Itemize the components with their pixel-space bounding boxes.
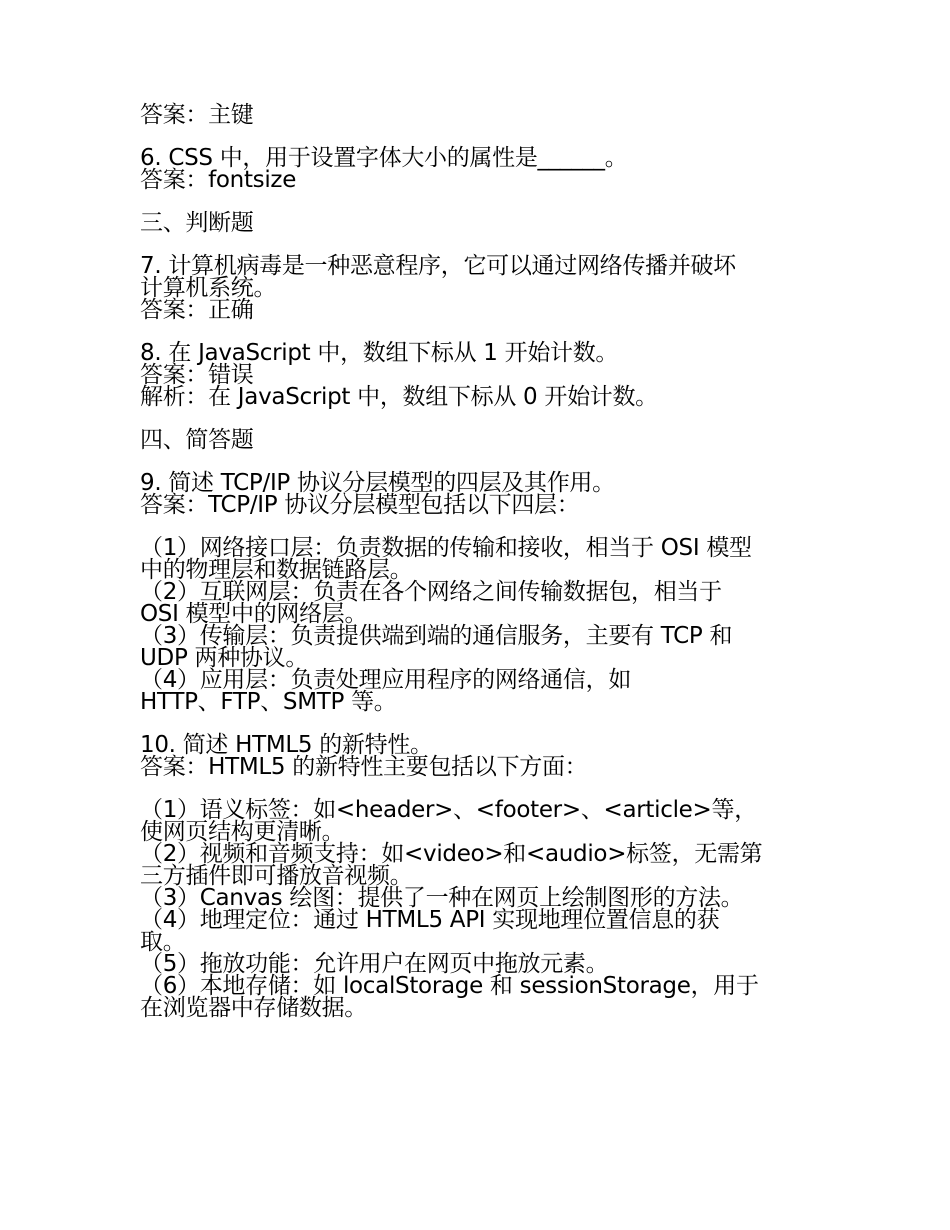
text-line: 答案：错误 <box>140 362 254 388</box>
text-line: 计算机系统。 <box>140 275 277 301</box>
paragraph-gap <box>140 191 820 212</box>
text-line: 9. 简述 TCP/IP 协议分层模型的四层及其作用。 <box>140 470 615 496</box>
text-line: 答案：正确 <box>140 297 254 323</box>
text-line: （5）拖放功能：允许用户在网页中拖放元素。 <box>140 951 609 977</box>
paragraph-gap <box>140 713 820 734</box>
section-heading: 三、判断题 <box>140 210 254 236</box>
paragraph-gap <box>140 516 820 537</box>
paragraph-gap <box>140 778 820 799</box>
text-line: （1）网络接口层：负责数据的传输和接收，相当于 OSI 模型 <box>140 535 752 561</box>
text-line: 解析：在 JavaScript 中，数组下标从 0 开始计数。 <box>140 384 658 410</box>
text-line: 8. 在 JavaScript 中，数组下标从 1 开始计数。 <box>140 340 619 366</box>
paragraph-gap <box>140 408 820 429</box>
text-line: 在浏览器中存储数据。 <box>140 995 368 1021</box>
paragraph-gap <box>140 234 820 255</box>
paragraph-gap <box>140 321 820 342</box>
text-line: 答案：TCP/IP 协议分层模型包括以下四层： <box>140 492 580 518</box>
text-line: HTTP、FTP、SMTP 等。 <box>140 689 397 715</box>
text-line: 答案：HTML5 的新特性主要包括以下方面： <box>140 754 588 780</box>
paragraph-gap <box>140 451 820 472</box>
text-line: （2）视频和音频支持：如<video>和<audio>标签，无需第 <box>140 841 763 867</box>
text-line: 使网页结构更清晰。 <box>140 819 345 845</box>
text-line: （4）地理定位：通过 HTML5 API 实现地理位置信息的获 <box>140 907 720 933</box>
text-line: 10. 简述 HTML5 的新特性。 <box>140 732 433 758</box>
text-line: （2）互联网层：负责在各个网络之间传输数据包，相当于 <box>140 579 722 605</box>
text-line: 答案：主键 <box>140 102 254 128</box>
text-line: 答案：fontsize <box>140 167 297 193</box>
text-line: （6）本地存储：如 localStorage 和 sessionStorage，用于 <box>140 973 759 999</box>
text-line: 三方插件即可播放音视频。 <box>140 863 413 889</box>
section-heading: 四、简答题 <box>140 427 254 453</box>
text-line: 中的物理层和数据链路层。 <box>140 557 413 583</box>
text-line: （4）应用层：负责处理应用程序的网络通信，如 <box>140 667 632 693</box>
text-line: UDP 两种协议。 <box>140 645 309 671</box>
text-line: OSI 模型中的网络层。 <box>140 601 368 627</box>
text-line: （3）Canvas 绘图：提供了一种在网页上绘制图形的方法。 <box>140 885 744 911</box>
text-line: 6. CSS 中，用于设置字体大小的属性是______。 <box>140 145 628 171</box>
paragraph-gap <box>140 126 820 147</box>
text-line: 取。 <box>140 929 186 955</box>
document-page <box>140 104 820 1019</box>
text-line: 7. 计算机病毒是一种恶意程序，它可以通过网络传播并破坏 <box>140 253 736 279</box>
text-line: （3）传输层：负责提供端到端的通信服务，主要有 TCP 和 <box>140 623 733 649</box>
text-line: （1）语义标签：如<header>、<footer>、<article>等， <box>140 797 757 823</box>
